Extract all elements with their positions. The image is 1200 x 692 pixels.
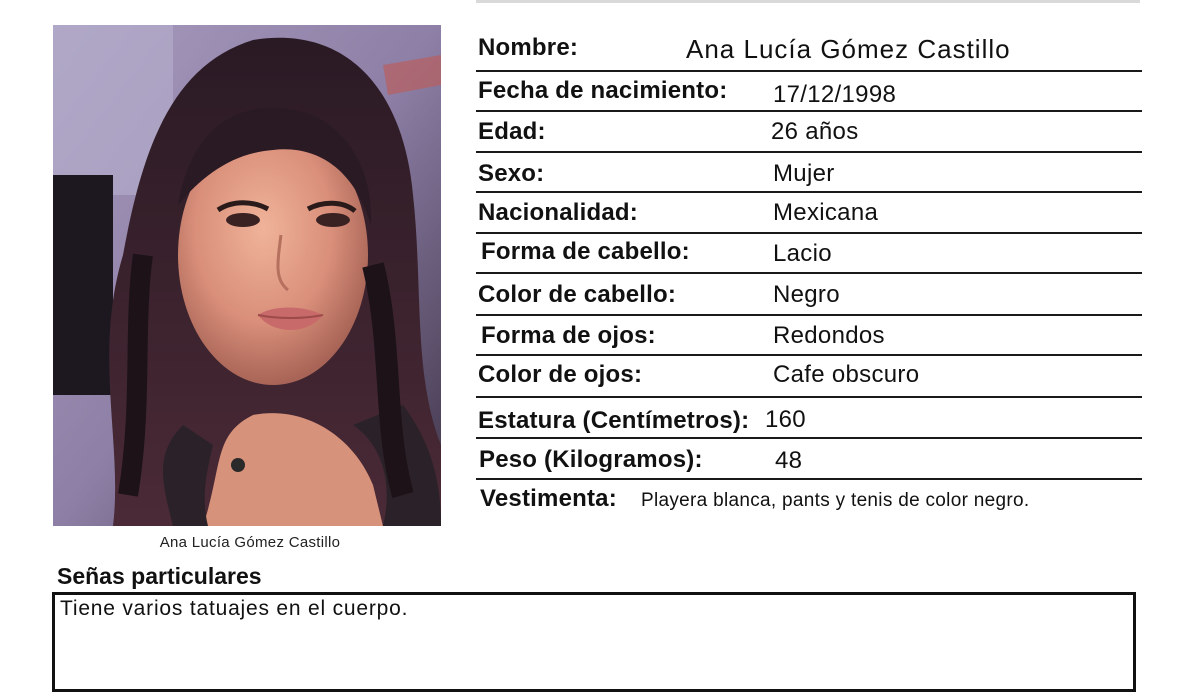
- field-value-color-cabello: Negro: [773, 281, 840, 308]
- field-label-forma-cabello: Forma de cabello:: [481, 238, 690, 265]
- portrait-photo: [53, 25, 441, 526]
- top-divider: [476, 0, 1140, 3]
- field-value-fecha-nacimiento: 17/12/1998: [773, 81, 897, 108]
- field-row-vestimenta: [476, 480, 1142, 520]
- photo-caption: Ana Lucía Gómez Castillo: [159, 534, 341, 551]
- field-row-color-cabello: [476, 274, 1142, 316]
- field-row-fecha-nacimiento: [476, 72, 1142, 112]
- field-label-fecha-nacimiento: Fecha de nacimiento:: [478, 77, 728, 104]
- field-label-nombre: Nombre:: [478, 34, 579, 61]
- field-value-vestimenta: Playera blanca, pants y tenis de color negro.: [641, 490, 1030, 511]
- field-label-color-ojos: Color de ojos:: [478, 361, 643, 388]
- field-label-edad: Edad:: [478, 118, 546, 145]
- field-value-sexo: Mujer: [773, 160, 835, 187]
- field-label-sexo: Sexo:: [478, 160, 545, 187]
- info-table: [476, 29, 1142, 520]
- field-row-nombre: [476, 29, 1142, 72]
- senas-particulares-box: [52, 592, 1136, 692]
- field-value-peso: 48: [775, 447, 803, 474]
- field-label-color-cabello: Color de cabello:: [478, 281, 677, 308]
- field-value-nacionalidad: Mexicana: [773, 199, 879, 226]
- portrait-image: [53, 25, 441, 526]
- field-value-forma-ojos: Redondos: [773, 322, 885, 349]
- field-value-nombre: Ana Lucía Gómez Castillo: [686, 34, 1011, 64]
- field-label-forma-ojos: Forma de ojos:: [481, 322, 656, 349]
- field-value-color-ojos: Cafe obscuro: [773, 361, 920, 388]
- senas-particulares-text: Tiene varios tatuajes en el cuerpo.: [60, 597, 409, 620]
- field-label-estatura: Estatura (Centímetros):: [478, 407, 750, 434]
- field-row-peso: [476, 439, 1142, 480]
- field-row-forma-cabello: [476, 234, 1142, 274]
- field-label-vestimenta: Vestimenta:: [480, 485, 617, 512]
- field-label-peso: Peso (Kilogramos):: [479, 446, 703, 473]
- field-value-edad: 26 años: [771, 118, 859, 145]
- field-row-color-ojos: [476, 356, 1142, 398]
- field-value-forma-cabello: Lacio: [773, 240, 832, 267]
- field-row-sexo: [476, 153, 1142, 193]
- field-row-nacionalidad: [476, 193, 1142, 234]
- field-label-nacionalidad: Nacionalidad:: [478, 199, 638, 226]
- field-row-forma-ojos: [476, 316, 1142, 356]
- field-row-edad: [476, 112, 1142, 153]
- field-value-estatura: 160: [765, 406, 806, 433]
- field-row-estatura: [476, 398, 1142, 439]
- senas-particulares-title: Señas particulares: [57, 563, 262, 589]
